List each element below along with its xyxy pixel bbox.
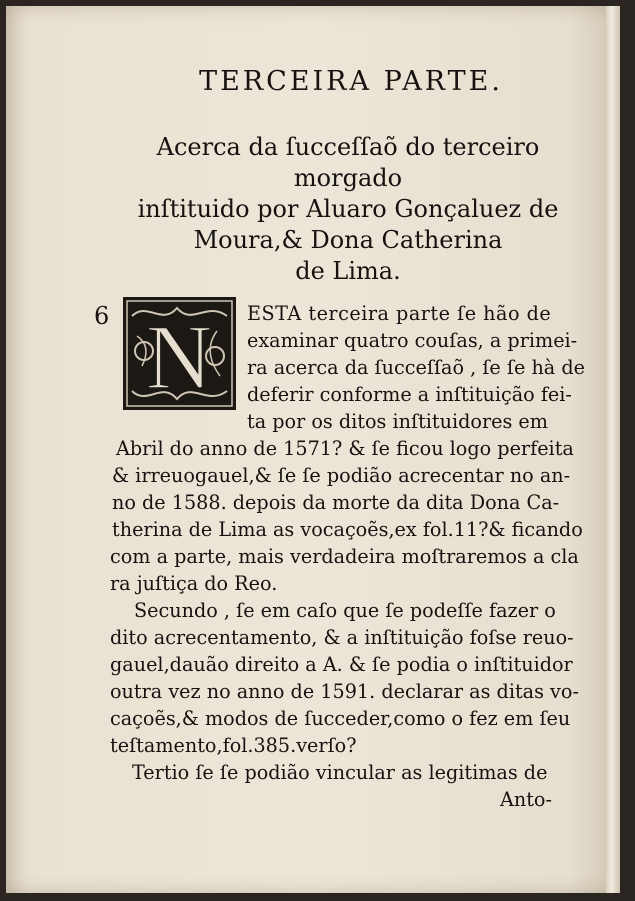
section-subtitle — [110, 132, 586, 287]
subtitle-line: de Lima. — [295, 257, 401, 285]
paragraph-number: 6 — [94, 302, 110, 330]
body-line: outra vez no anno de 1591. declarar as ditas vo- — [110, 680, 579, 703]
body-line: dito acrecentamento, & a inſtituição foſse reuo- — [110, 626, 574, 649]
body-line: teſtamento,fol.385.verſo? — [110, 734, 357, 757]
body-line: caçoẽs,& modos de ſucceder,como o fez em ſeu — [110, 707, 571, 730]
body-line: Tertio ſe ſe podião vincular as legitimas de — [132, 761, 548, 784]
decorated-initial — [122, 296, 237, 411]
body-line: Abril do anno de 1571? & ſe ficou logo perfeita — [116, 437, 574, 460]
subtitle-line: Moura,& Dona Catherina — [193, 226, 503, 254]
subtitle-line: Acerca da ſucceſſaõ do terceiro morgado — [156, 133, 540, 192]
catchword: Anto- — [500, 788, 552, 811]
body-line: therina de Lima as vocaçoẽs,ex fol.11?& ficando — [112, 518, 583, 541]
body-line: & irreuogauel,& ſe ſe podião acrecentar no an- — [112, 464, 571, 487]
section-heading: TERCEIRA PARTE. — [199, 66, 503, 97]
book-page — [6, 6, 620, 893]
body-line: examinar quatro couſas, a primei- — [247, 329, 578, 352]
body-line: ta por os ditos inſtituidores em — [247, 410, 548, 433]
drop-cap-letter: N — [145, 306, 213, 408]
body-line: gauel,dauão direito a A. & ſe podia o inſtituidor — [110, 653, 573, 676]
body-line: com a parte, mais verdadeira moſtraremos a cla — [110, 545, 579, 568]
subtitle-line: inſtituido por Aluaro Gonçaluez de — [137, 195, 559, 223]
body-line: ESTA terceira parte ſe hão de — [247, 302, 552, 325]
body-line: no de 1588. depois da morte da dita Dona Ca- — [112, 491, 560, 514]
page-edge — [606, 6, 620, 893]
body-line: deferir conforme a inſtituição fei- — [247, 383, 572, 406]
body-line: ra acerca da ſucceſſaõ , ſe ſe hà de — [247, 356, 585, 379]
body-line: Secundo , ſe em caſo que ſe podeſſe fazer o — [134, 599, 556, 622]
body-line: ra juſtiça do Reo. — [110, 572, 278, 595]
